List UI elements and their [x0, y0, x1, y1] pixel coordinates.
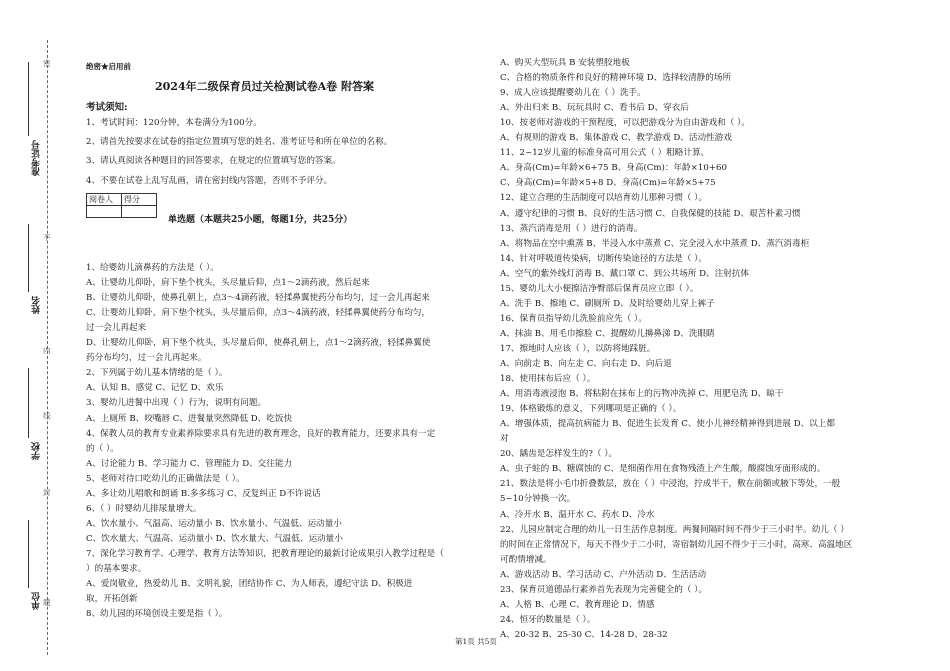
question-line: A、人格 B、心理 C、教育理论 D、情感: [500, 599, 655, 610]
score-table-grader-cell[interactable]: [87, 206, 122, 218]
question-line: 4、保教人员的教育专业素养除要求具有先进的教育理念，良好的教育能力，还要求具有一定: [86, 428, 436, 439]
question-line: 的（ ）。: [86, 443, 119, 454]
question-line: 对: [500, 434, 509, 445]
question-line: A、抹油 B、用毛巾擦脸 C、提醒幼儿擤鼻涕 D、洗眼睛: [500, 328, 715, 339]
question-line: A、爱岗敬业，热爱幼儿 B、文明礼貌，团结协作 C、为人师表，遵纪守法 D、积极进: [86, 579, 413, 590]
question-line: 19、体格锻炼的意义，下列哪项是正确的（ ）。: [500, 404, 682, 415]
edge-mark-bu: 不: [43, 233, 51, 242]
question-line: 9、成人应该提醒婴幼儿在（ ）洗手。: [500, 88, 646, 99]
score-table: [86, 193, 157, 218]
question-line: 22、儿园应制定合理的幼儿一日生活作息制度。两餐间隔时间不得少于三小时半。幼儿（ ）: [500, 524, 849, 535]
question-line: B、让婴幼儿仰卧，使鼻孔朝上，点3～4滴药液，轻揉鼻翼使药分布均匀，过一会儿再起来: [86, 293, 430, 304]
question-line: 可酌情增减。: [500, 554, 552, 565]
question-line: 取，开拓创新: [86, 594, 138, 605]
edge-mark-mi: 密: [43, 59, 51, 68]
question-line: 药分布均匀，过一会儿再起来。: [86, 353, 207, 364]
question-line: 1、给婴幼儿滴鼻药的方法是（ ）。: [86, 263, 219, 273]
label-unit: 单位: [32, 592, 42, 610]
question-line: 10、按老师对游戏的干预程度，可以把游戏分为自由游戏和（ ）。: [500, 118, 750, 129]
question-line: 7、深化学习教育学、心理学、教育方法等知识，把教育理论的最新讨论成果引入教学过程是（: [86, 548, 444, 559]
question-line: A、向前走 B、向左走 C、向右走 D、向后退: [500, 359, 672, 369]
score-table-score-cell[interactable]: [122, 206, 157, 218]
page-number: 第1页 共5页: [455, 637, 497, 646]
edge-mark-ti: 题: [43, 598, 51, 607]
question-line: D、让婴幼儿仰卧，肩下垫个枕头，头尽量后仰，使鼻孔朝上，点1～2滴药液，轻揉鼻翼使: [86, 338, 431, 349]
page-title: 2024年二级保育员过关检测试卷A卷 附答案: [155, 80, 374, 93]
question-line: A、上厕所 B、咬嘴唇 C、进餐量突然降低 D、吃饭快: [86, 413, 293, 424]
question-line: 2、下列属于幼儿基本情绪的是（ ）。: [86, 368, 228, 379]
school-underline: [28, 368, 29, 438]
instruction-item: 4、不要在试卷上乱写乱画，请在密封线内答题，否则不予评分。: [86, 176, 333, 186]
question-line: 16、保育员指导幼儿洗脸前应先（ ）。: [500, 313, 647, 324]
question-line: 的时间在正常情况下，每天不得少于二小时，寄宿制幼儿园不得少于三小时，高寒、高温地区: [500, 539, 853, 550]
question-line: C、合格的物质条件和良好的精神环境 D、选择较清静的场所: [500, 73, 732, 84]
question-line: A、饮水量小、气温高、运动量小 B、饮水量小、气温低、运动量小: [86, 518, 342, 529]
question-line: C、饮水量大、气温高、运动量小 D、饮水量大、气温低、运动量小: [86, 533, 343, 544]
question-line: 15、婴幼儿大小便擦洁净臀部后保育员应立即（ ）。: [500, 283, 699, 294]
question-line: A、游戏活动 B、学习活动 C、户外活动 D、生活活动: [500, 569, 707, 580]
question-line: A、空气的紫外线灯消毒 B、戴口罩 C、到公共场所 D、注射抗体: [500, 268, 750, 279]
secret-label: 绝密★启用前: [86, 62, 131, 71]
question-line: 6、（ ）时婴幼儿排尿量增大。: [86, 503, 202, 514]
edge-mark-nei: 内: [43, 346, 51, 355]
question-line: A、冷开水 B、温开水 C、药水 D、冷水: [500, 509, 655, 520]
question-line: A、购买大型玩具 B 安装塑胶地板: [500, 58, 630, 68]
score-table-score-header: 得分: [122, 194, 157, 206]
question-line: C、身高(Cm)=年龄×5+8 D、身高(Cm)=年龄×5+75: [500, 178, 716, 189]
question-line: 过一会儿再起来: [86, 323, 147, 334]
question-line: ）的基本要求。: [86, 564, 147, 574]
score-table-grader-header: 阅卷人: [87, 194, 122, 206]
question-line: A、有规则的游戏 B、集体游戏 C、教学游戏 D、活动性游戏: [500, 133, 732, 144]
question-line: C、让婴幼儿仰卧，肩下垫个枕头，头尽量后仰，点3～4滴药液，轻揉鼻翼使药分布均匀，: [86, 308, 431, 319]
question-line: 14、针对呼吸道传染病，切断传染途径的方法是（ ）。: [500, 253, 708, 264]
question-line: A、外出归来 B、玩玩具时 C、看书后 D、穿衣后: [500, 103, 689, 114]
question-line: 11、2~12岁儿童的标准身高可用公式（ ）粗略计算。: [500, 148, 710, 159]
question-line: 5、老师对待口吃幼儿的正确做法是（ ）。: [86, 473, 245, 484]
question-line: A、20-32 B、25-30 C、14-28 D、28-32: [500, 629, 668, 640]
edge-mark-feng: 封: [43, 488, 51, 497]
instructions-heading: 考试须知:: [86, 102, 128, 113]
question-line: A、虫子蛀的 B、糖腐蚀的 C、是细菌作用在食物残渣上产生酸，酸腐蚀牙面形成的。: [500, 464, 826, 475]
question-line: A、洗手 B、擦地 C、刷厕所 D、及时给婴幼儿穿上裤子: [500, 298, 715, 309]
question-line: A、将物品在空中熏蒸 B、半浸入水中蒸煮 C、完全浸入水中蒸煮 D、蒸汽消毒柜: [500, 238, 810, 249]
question-line: A、讨论能力 B、学习能力 C、管理能力 D、交往能力: [86, 458, 293, 469]
question-line: 20、龋齿是怎样发生的?（ ）。: [500, 449, 618, 460]
question-line: 5~10分钟换一次。: [500, 494, 576, 505]
question-line: 8、幼儿园的环境创设主要是指（ ）。: [86, 609, 228, 620]
question-line: A、让婴幼儿仰卧，肩下垫个枕头，头尽量后仰，点1～2滴药液，然后起来: [86, 278, 370, 289]
name-underline: [28, 224, 29, 292]
label-school: 学校: [32, 442, 42, 460]
question-line: 12、建立合理的生活制度可以培育幼儿那种习惯（ ）。: [500, 193, 708, 204]
label-name: 姓名: [32, 296, 42, 314]
question-line: A、遵守纪律的习惯 B、良好的生活习惯 C、自我保健的技能 D、艰苦朴素习惯: [500, 208, 801, 219]
question-line: 21、数法是将小毛巾折叠数层，放在（ ）中浸泡，拧成半干，敷在前额或腋下等处，一般: [500, 479, 841, 490]
question-line: 18、使用抹布后应（ ）。: [500, 374, 596, 385]
question-line: 17、擦地时人应该（ ），以防将地踩脏。: [500, 343, 656, 354]
binding-margin: [0, 0, 60, 671]
question-line: A、身高(Cm)=年龄×6+75 B、身高(Cm)：年龄×10+60: [500, 163, 727, 174]
question-line: 24、恒牙的数量是（ ）。: [500, 614, 596, 625]
question-line: A、增强体质，提高抗病能力 B、促进生长发育 C、使小儿神经精神得到进展 D、以上都: [500, 419, 835, 430]
label-exam-number: 准考证号: [32, 140, 42, 176]
instruction-item: 3、请认真阅读各种题目的回答要求，在规定的位置填写您的答案。: [86, 156, 341, 166]
exam-number-underline: [28, 62, 29, 136]
question-line: A、用消毒液浸泡 B、将粘附在抹布上的污物冲洗掉 C、用肥皂洗 D、晾干: [500, 389, 784, 400]
edge-mark-xian: 线: [43, 411, 51, 420]
question-line: 3、婴幼儿进餐中出现（ ）行为，说明有问题。: [86, 398, 267, 409]
question-line: 13、蒸汽消毒是用（ ）进行的消毒。: [500, 223, 643, 234]
unit-underline: [28, 520, 29, 588]
instruction-item: 2、请首先按要求在试卷的指定位置填写您的姓名、准考证号和所在单位的名称。: [86, 137, 393, 147]
instruction-item: 1、考试时间：120分钟，本卷满分为100分。: [86, 118, 262, 128]
question-line: A、认知 B、感觉 C、记忆 D、欢乐: [86, 383, 224, 394]
question-line: 23、保育员道德品行素养首先表现为完善健全的（ ）。: [500, 584, 708, 595]
section-title: 单选题（本题共25小题，每题1分，共25分）: [168, 215, 353, 225]
question-line: A、多让幼儿唱歌和朗诵 B.多多练习 C、反复纠正 D不许说话: [86, 488, 321, 499]
